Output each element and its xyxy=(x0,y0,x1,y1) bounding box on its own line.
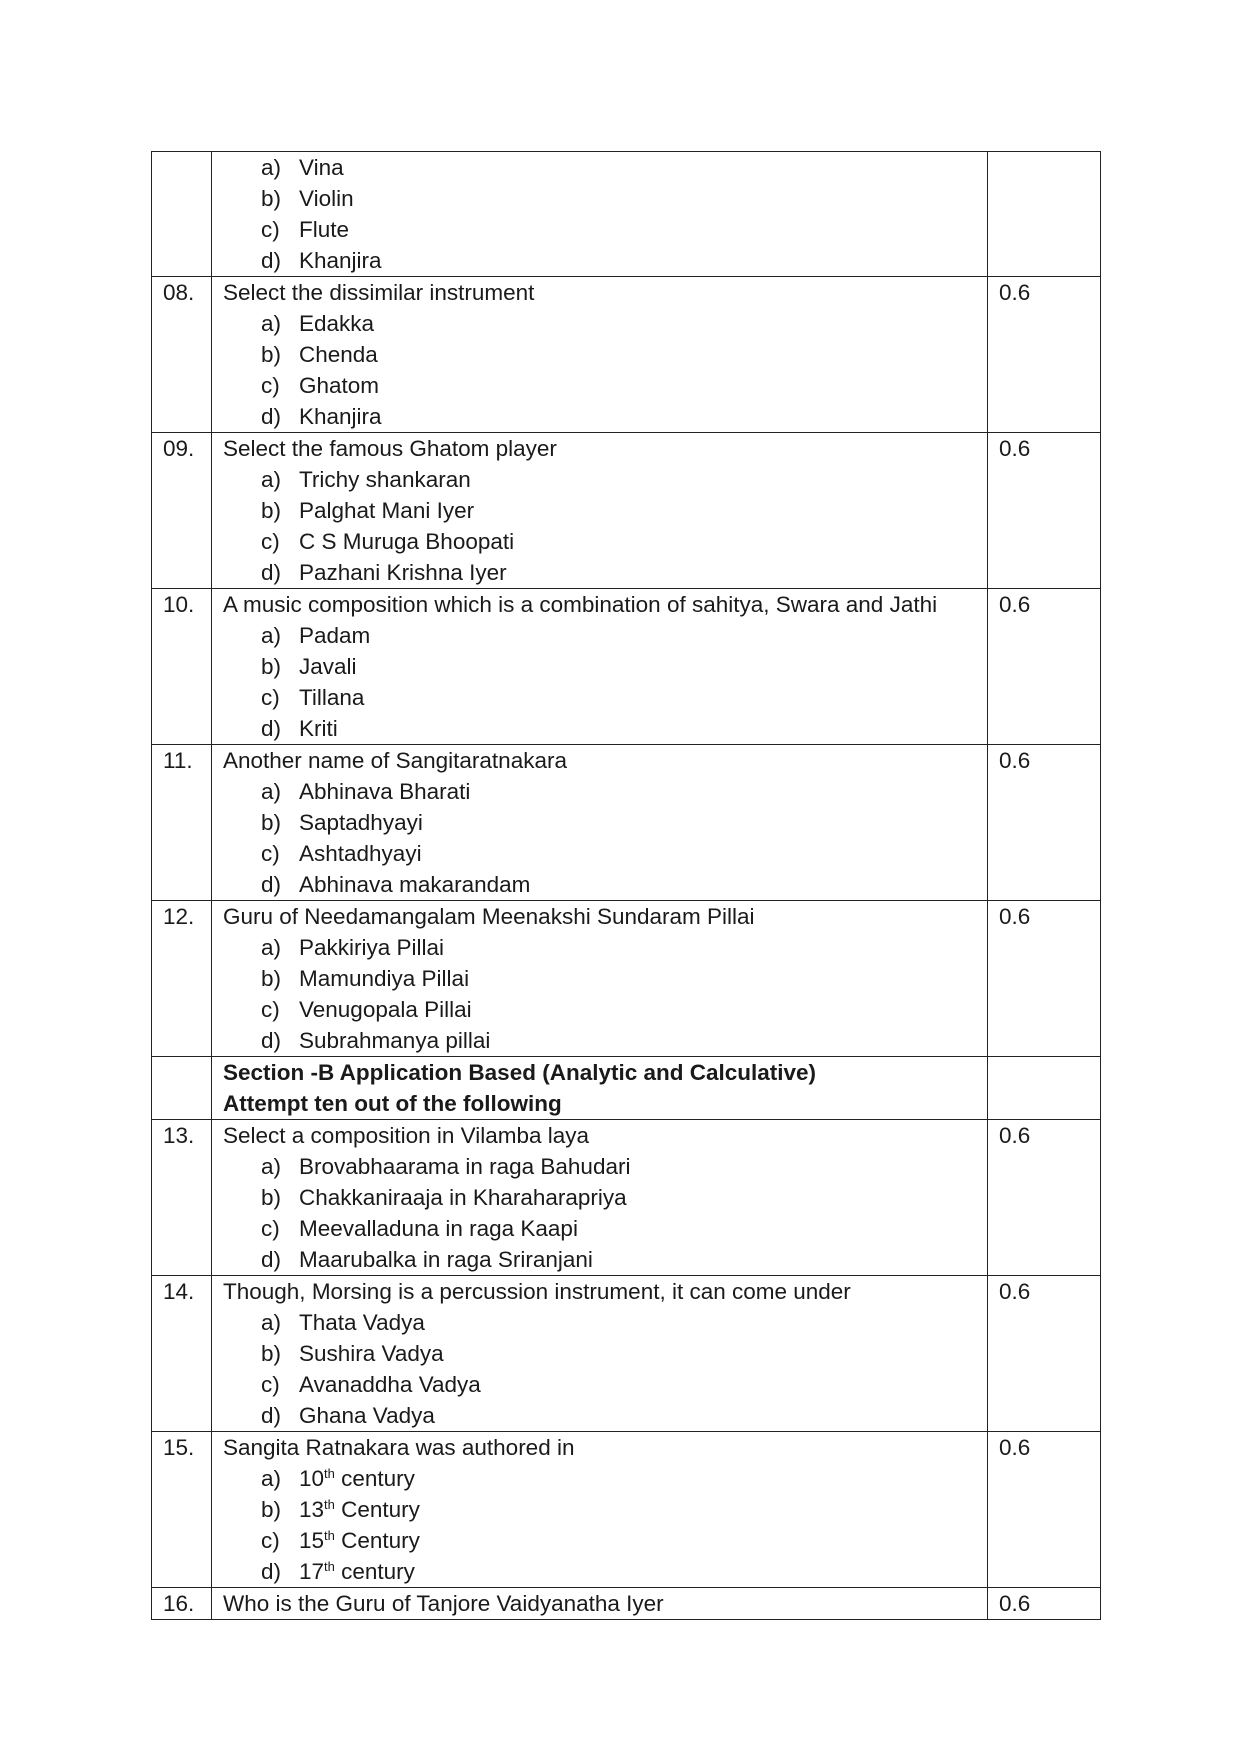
answer-option xyxy=(223,401,987,432)
option-text: Meevalladuna in raga Kaapi xyxy=(299,1216,578,1241)
marks-value: 0.6 xyxy=(999,904,1031,929)
marks-cell xyxy=(988,277,1101,433)
option-text: Trichy shankaran xyxy=(299,467,471,492)
answer-option xyxy=(223,713,987,744)
question-number xyxy=(152,152,212,277)
answer-option xyxy=(223,183,987,214)
option-label: d) xyxy=(261,404,282,429)
marks-value: 0.6 xyxy=(999,1123,1031,1148)
option-label: a) xyxy=(261,155,282,180)
marks-cell xyxy=(988,152,1101,277)
option-text: Edakka xyxy=(299,311,375,336)
option-text-ordinal: th xyxy=(324,1559,335,1574)
question-row xyxy=(152,1588,1101,1620)
option-text: Javali xyxy=(299,654,357,679)
question-cell xyxy=(212,1432,988,1588)
marks-cell xyxy=(988,1432,1101,1588)
option-text: Flute xyxy=(299,217,350,242)
marks-cell xyxy=(988,589,1101,745)
option-text: Sushira Vadya xyxy=(299,1341,444,1366)
option-label: b) xyxy=(261,1341,282,1366)
option-label: a) xyxy=(261,1466,282,1491)
answer-option xyxy=(223,1244,987,1275)
question-number-text: 10. xyxy=(163,592,195,617)
answer-option xyxy=(223,620,987,651)
answer-option xyxy=(223,1400,987,1431)
section-title: Section -B Application Based (Analytic and Calculative) xyxy=(223,1060,817,1085)
answer-option xyxy=(223,495,987,526)
question-number xyxy=(152,1432,212,1588)
marks-cell xyxy=(988,1276,1101,1432)
question-cell xyxy=(212,1276,988,1432)
question-text: Though, Morsing is a percussion instrument, it can come under xyxy=(223,1279,851,1304)
option-text: Violin xyxy=(299,186,354,211)
question-row xyxy=(152,433,1101,589)
question-text: Sangita Ratnakara was authored in xyxy=(223,1435,575,1460)
option-text: Ghatom xyxy=(299,373,380,398)
question-row xyxy=(152,152,1101,277)
question-number-text: 08. xyxy=(163,280,195,305)
question-cell xyxy=(212,901,988,1057)
option-text: Chakkaniraaja in Kharaharapriya xyxy=(299,1185,627,1210)
marks-cell xyxy=(988,1120,1101,1276)
answer-option xyxy=(223,1151,987,1182)
question-text: Select the famous Ghatom player xyxy=(223,436,557,461)
option-label: d) xyxy=(261,1247,282,1272)
question-cell xyxy=(212,589,988,745)
question-cell xyxy=(212,433,988,589)
marks-cell xyxy=(988,1057,1101,1120)
option-label: b) xyxy=(261,966,282,991)
question-text: Another name of Sangitaratnakara xyxy=(223,748,567,773)
option-label: a) xyxy=(261,623,282,648)
question-number-text: 09. xyxy=(163,436,195,461)
option-text: Kriti xyxy=(299,716,338,741)
question-text: Guru of Needamangalam Meenakshi Sundaram Pillai xyxy=(223,904,755,929)
question-table xyxy=(151,151,1101,1620)
option-text: Subrahmanya pillai xyxy=(299,1028,491,1053)
question-number-text: 15. xyxy=(163,1435,195,1460)
marks-cell xyxy=(988,1588,1101,1620)
answer-option xyxy=(223,245,987,276)
option-label: b) xyxy=(261,342,282,367)
option-text-suffix: century xyxy=(334,1559,415,1584)
question-number-text: 14. xyxy=(163,1279,195,1304)
option-text: Ashtadhyayi xyxy=(299,841,422,866)
answer-option xyxy=(223,464,987,495)
question-text: Who is the Guru of Tanjore Vaidyanatha Iyer xyxy=(223,1591,664,1616)
answer-option xyxy=(223,1525,987,1556)
option-text: Abhinava makarandam xyxy=(299,872,531,897)
option-label: c) xyxy=(261,1528,280,1553)
option-text: Avanaddha Vadya xyxy=(299,1372,481,1397)
option-text-suffix: Century xyxy=(334,1528,420,1553)
answer-option xyxy=(223,1463,987,1494)
question-number-text: 11. xyxy=(163,748,193,773)
question-row xyxy=(152,745,1101,901)
question-row xyxy=(152,589,1101,745)
question-number-text: 12. xyxy=(163,904,195,929)
option-text: Padam xyxy=(299,623,371,648)
option-text: Pakkiriya Pillai xyxy=(299,935,445,960)
option-label: c) xyxy=(261,1372,280,1397)
option-text: Chenda xyxy=(299,342,378,367)
option-text: Venugopala Pillai xyxy=(299,997,472,1022)
option-text-ordinal: th xyxy=(324,1466,335,1481)
question-text: Select a composition in Vilamba laya xyxy=(223,1123,590,1148)
answer-option xyxy=(223,370,987,401)
marks-value: 0.6 xyxy=(999,1435,1031,1460)
option-text: Thata Vadya xyxy=(299,1310,425,1335)
answer-option xyxy=(223,838,987,869)
question-cell xyxy=(212,745,988,901)
option-label: b) xyxy=(261,654,282,679)
answer-option xyxy=(223,776,987,807)
answer-option xyxy=(223,651,987,682)
option-text: Maarubalka in raga Sriranjani xyxy=(299,1247,593,1272)
option-text: Vina xyxy=(299,155,344,180)
option-label: c) xyxy=(261,997,280,1022)
option-label: a) xyxy=(261,1310,282,1335)
option-text: Brovabhaarama in raga Bahudari xyxy=(299,1154,631,1179)
answer-option xyxy=(223,214,987,245)
option-text: Saptadhyayi xyxy=(299,810,423,835)
answer-option xyxy=(223,339,987,370)
marks-cell xyxy=(988,433,1101,589)
question-number-text xyxy=(163,152,211,183)
answer-option xyxy=(223,526,987,557)
marks-value: 0.6 xyxy=(999,1591,1031,1616)
question-number xyxy=(152,745,212,901)
option-label: c) xyxy=(261,685,280,710)
option-label: a) xyxy=(261,1154,282,1179)
section-heading-cell xyxy=(212,1057,988,1120)
option-label: a) xyxy=(261,779,282,804)
answer-option xyxy=(223,1182,987,1213)
option-label: c) xyxy=(261,1216,280,1241)
question-number xyxy=(152,589,212,745)
option-label: d) xyxy=(261,1559,282,1584)
answer-option xyxy=(223,557,987,588)
marks-value xyxy=(999,152,1100,183)
answer-option xyxy=(223,1556,987,1587)
answer-option xyxy=(223,682,987,713)
question-number xyxy=(152,1057,212,1120)
question-cell xyxy=(212,1588,988,1620)
question-row xyxy=(152,277,1101,433)
option-label: b) xyxy=(261,498,282,523)
answer-option xyxy=(223,1338,987,1369)
option-label: d) xyxy=(261,1403,282,1428)
option-text-number: 13 xyxy=(299,1497,325,1522)
answer-option xyxy=(223,1025,987,1056)
option-label: b) xyxy=(261,1497,282,1522)
marks-value: 0.6 xyxy=(999,436,1031,461)
question-row xyxy=(152,1120,1101,1276)
question-number xyxy=(152,277,212,433)
question-text: Select the dissimilar instrument xyxy=(223,280,535,305)
section-header-row xyxy=(152,1057,1101,1120)
marks-value: 0.6 xyxy=(999,1279,1031,1304)
option-text-number: 17 xyxy=(299,1559,325,1584)
question-text: A music composition which is a combination of sahitya, Swara and Jathi xyxy=(223,592,938,617)
marks-value: 0.6 xyxy=(999,748,1031,773)
option-label: d) xyxy=(261,1028,282,1053)
option-text: Pazhani Krishna Iyer xyxy=(299,560,507,585)
question-number xyxy=(152,1588,212,1620)
answer-option xyxy=(223,308,987,339)
question-number-text: 13. xyxy=(163,1123,195,1148)
answer-option xyxy=(223,807,987,838)
answer-option xyxy=(223,994,987,1025)
option-label: c) xyxy=(261,217,280,242)
question-number xyxy=(152,433,212,589)
option-label: a) xyxy=(261,467,282,492)
question-number xyxy=(152,1276,212,1432)
option-text-number: 10 xyxy=(299,1466,325,1491)
question-number-text: 16. xyxy=(163,1591,195,1616)
option-label: b) xyxy=(261,186,282,211)
option-label: a) xyxy=(261,311,282,336)
marks-value: 0.6 xyxy=(999,592,1031,617)
option-text: Ghana Vadya xyxy=(299,1403,435,1428)
option-label: c) xyxy=(261,529,280,554)
option-text: Abhinava Bharati xyxy=(299,779,471,804)
marks-value: 0.6 xyxy=(999,280,1031,305)
option-label: b) xyxy=(261,810,282,835)
option-label: c) xyxy=(261,373,280,398)
answer-option xyxy=(223,152,987,183)
question-row xyxy=(152,901,1101,1057)
option-text: C S Muruga Bhoopati xyxy=(299,529,515,554)
answer-option xyxy=(223,1369,987,1400)
option-label: c) xyxy=(261,841,280,866)
section-instruction: Attempt ten out of the following xyxy=(223,1091,562,1116)
option-label: d) xyxy=(261,248,282,273)
answer-option xyxy=(223,963,987,994)
option-label: d) xyxy=(261,872,282,897)
option-text-ordinal: th xyxy=(324,1528,335,1543)
question-number xyxy=(152,901,212,1057)
question-number-text xyxy=(163,1057,211,1088)
answer-option xyxy=(223,932,987,963)
marks-cell xyxy=(988,745,1101,901)
question-cell xyxy=(212,277,988,433)
marks-cell xyxy=(988,901,1101,1057)
option-label: b) xyxy=(261,1185,282,1210)
option-label: d) xyxy=(261,716,282,741)
option-text-suffix: Century xyxy=(334,1497,420,1522)
option-label: a) xyxy=(261,935,282,960)
option-text-ordinal: th xyxy=(324,1497,335,1512)
answer-option xyxy=(223,1307,987,1338)
option-text: Tillana xyxy=(299,685,365,710)
option-text: Mamundiya Pillai xyxy=(299,966,470,991)
marks-value xyxy=(999,1057,1100,1088)
question-row xyxy=(152,1276,1101,1432)
option-text: Khanjira xyxy=(299,404,382,429)
option-text: Palghat Mani Iyer xyxy=(299,498,475,523)
option-text-number: 15 xyxy=(299,1528,325,1553)
option-text-suffix: century xyxy=(334,1466,415,1491)
option-text: Khanjira xyxy=(299,248,382,273)
answer-option xyxy=(223,1213,987,1244)
option-label: d) xyxy=(261,560,282,585)
question-table-body xyxy=(152,152,1101,1620)
answer-option xyxy=(223,1494,987,1525)
question-number xyxy=(152,1120,212,1276)
question-row xyxy=(152,1432,1101,1588)
answer-option xyxy=(223,869,987,900)
question-cell xyxy=(212,1120,988,1276)
question-cell xyxy=(212,152,988,277)
